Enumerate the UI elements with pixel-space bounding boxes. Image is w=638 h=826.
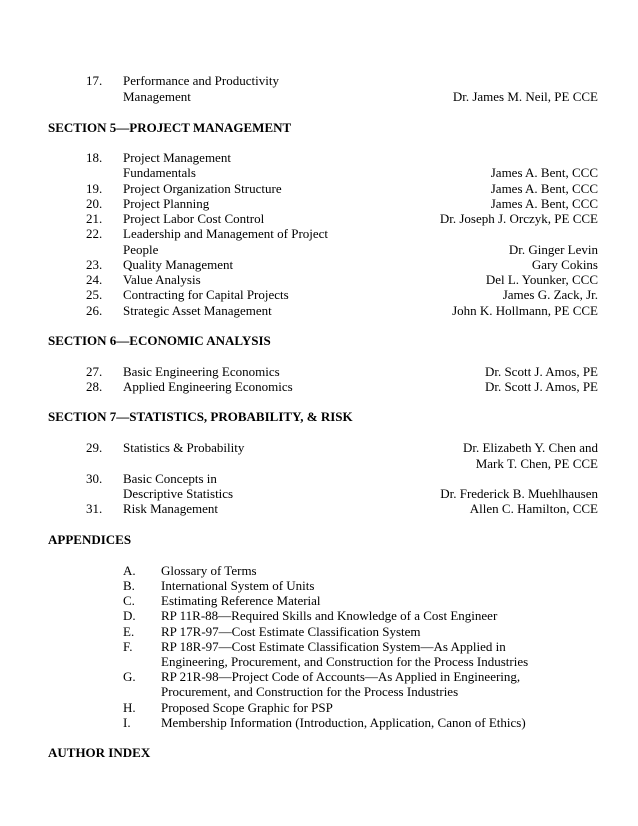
toc-entry-28 [0, 379, 638, 395]
entry-author: Mark T. Chen, PE CCE [475, 456, 598, 471]
entry-title: Performance and Productivity [123, 73, 279, 88]
entry-title: Applied Engineering Economics [123, 379, 293, 394]
appendix-letter: A. [123, 563, 136, 578]
appendix-letter: E. [123, 624, 135, 639]
toc-entry-18 [0, 150, 638, 166]
appendix-title: RP 11R-88—Required Skills and Knowledge of a Cost Engineer [161, 608, 498, 623]
toc-entry-25 [0, 287, 638, 303]
appendix-item [0, 593, 638, 609]
entry-number: 21. [86, 211, 103, 226]
entry-author: John K. Hollmann, PE CCE [452, 303, 598, 318]
toc-entry-20 [0, 196, 638, 212]
entry-title: Value Analysis [123, 272, 201, 287]
appendix-title: RP 17R-97—Cost Estimate Classification System [161, 624, 421, 639]
toc-entry-24 [0, 272, 638, 288]
entry-title: Project Management [123, 150, 231, 165]
entry-number: 19. [86, 181, 103, 196]
entry-author: Dr. Joseph J. Orczyk, PE CCE [439, 211, 598, 226]
entry-title: Fundamentals [123, 165, 196, 180]
appendix-item [0, 700, 638, 716]
entry-title: Quality Management [123, 257, 234, 272]
entry-number: 18. [86, 150, 103, 165]
appendix-title: Glossary of Terms [161, 563, 257, 578]
entry-number: 26. [86, 303, 103, 318]
appendix-title: Membership Information (Introduction, Application, Canon of Ethics) [161, 715, 526, 730]
entry-author: Del L. Younker, CCC [485, 272, 598, 287]
appendix-letter: I. [123, 715, 131, 730]
entry-number: 20. [86, 196, 103, 211]
entry-author: Dr. Scott J. Amos, PE [484, 379, 598, 394]
entry-title: Descriptive Statistics [123, 486, 234, 501]
entry-author: James A. Bent, CCC [490, 165, 598, 180]
entry-title: Project Organization Structure [123, 181, 282, 196]
entry-number: 25. [86, 287, 103, 302]
section-heading: SECTION 7—STATISTICS, PROBABILITY, & RISK [48, 409, 353, 424]
section-heading: AUTHOR INDEX [48, 745, 151, 760]
appendix-item-cont [0, 684, 638, 700]
toc-entry-21 [0, 211, 638, 227]
entry-title: Management [123, 89, 191, 104]
entry-number: 27. [86, 364, 103, 379]
appendix-title: Estimating Reference Material [161, 593, 321, 608]
entry-number: 22. [86, 226, 103, 241]
entry-author: Dr. James M. Neil, PE CCE [452, 89, 598, 104]
entry-number: 24. [86, 272, 103, 287]
section-heading: APPENDICES [48, 532, 132, 547]
section-heading: SECTION 6—ECONOMIC ANALYSIS [48, 333, 271, 348]
entry-title: Strategic Asset Management [123, 303, 272, 318]
entry-title: Project Planning [123, 196, 210, 211]
entry-title: Contracting for Capital Projects [123, 287, 289, 302]
toc-entry-29-cont [0, 456, 638, 472]
toc-entry-26 [0, 303, 638, 319]
entry-title: Basic Engineering Economics [123, 364, 280, 379]
appendix-item [0, 563, 638, 579]
appendix-letter: B. [123, 578, 135, 593]
appendix-item [0, 624, 638, 640]
entry-author: Dr. Frederick B. Muehlhausen [440, 486, 598, 501]
entry-title: Basic Concepts in [123, 471, 217, 486]
appendix-title: RP 21R-98—Project Code of Accounts—As Applied in Engineering, [161, 669, 521, 684]
toc-entry-22 [0, 226, 638, 242]
toc-entry-29 [0, 440, 638, 456]
toc-entry-17-cont [0, 89, 638, 105]
appendix-item [0, 608, 638, 624]
entry-author: James G. Zack, Jr. [502, 287, 598, 302]
appendix-title: RP 18R-97—Cost Estimate Classification System—As Applied in [161, 639, 506, 654]
entry-title: Leadership and Management of Project [123, 226, 329, 241]
toc-entry-22-cont [0, 242, 638, 258]
section-heading: SECTION 5—PROJECT MANAGEMENT [48, 120, 292, 135]
entry-author: Dr. Ginger Levin [508, 242, 598, 257]
entry-title: Risk Management [123, 501, 218, 516]
entry-number: 23. [86, 257, 103, 272]
appendix-item [0, 639, 638, 655]
appendix-item [0, 669, 638, 685]
toc-entry-30 [0, 471, 638, 487]
appendix-title: Procurement, and Construction for the Process Industries [161, 684, 459, 699]
toc-entry-27 [0, 364, 638, 380]
entry-title: Project Labor Cost Control [123, 211, 265, 226]
toc-entry-23 [0, 257, 638, 273]
entry-number: 28. [86, 379, 103, 394]
appendix-title: Engineering, Procurement, and Construction for the Process Industries [161, 654, 529, 669]
entry-author: Dr. Elizabeth Y. Chen and [462, 440, 598, 455]
toc-entry-17 [0, 73, 638, 89]
entry-author: James A. Bent, CCC [490, 181, 598, 196]
appendix-item-cont [0, 654, 638, 670]
appendix-letter: D. [123, 608, 136, 623]
appendix-letter: C. [123, 593, 135, 608]
toc-entry-31 [0, 501, 638, 517]
appendix-item [0, 578, 638, 594]
appendix-letter: G. [123, 669, 136, 684]
entry-number: 29. [86, 440, 103, 455]
entry-title: People [123, 242, 159, 257]
appendix-title: Proposed Scope Graphic for PSP [161, 700, 333, 715]
appendix-letter: H. [123, 700, 136, 715]
entry-author: Gary Cokins [531, 257, 598, 272]
entry-author: James A. Bent, CCC [490, 196, 598, 211]
toc-entry-18-cont [0, 165, 638, 181]
entry-number: 31. [86, 501, 103, 516]
appendix-item [0, 715, 638, 731]
entry-number: 30. [86, 471, 103, 486]
entry-author: Dr. Scott J. Amos, PE [484, 364, 598, 379]
entry-title: Statistics & Probability [123, 440, 245, 455]
appendix-title: International System of Units [161, 578, 315, 593]
entry-author: Allen C. Hamilton, CCE [469, 501, 598, 516]
appendix-letter: F. [123, 639, 133, 654]
toc-entry-19 [0, 181, 638, 197]
entry-number: 17. [86, 73, 103, 88]
toc-entry-30-cont [0, 486, 638, 502]
